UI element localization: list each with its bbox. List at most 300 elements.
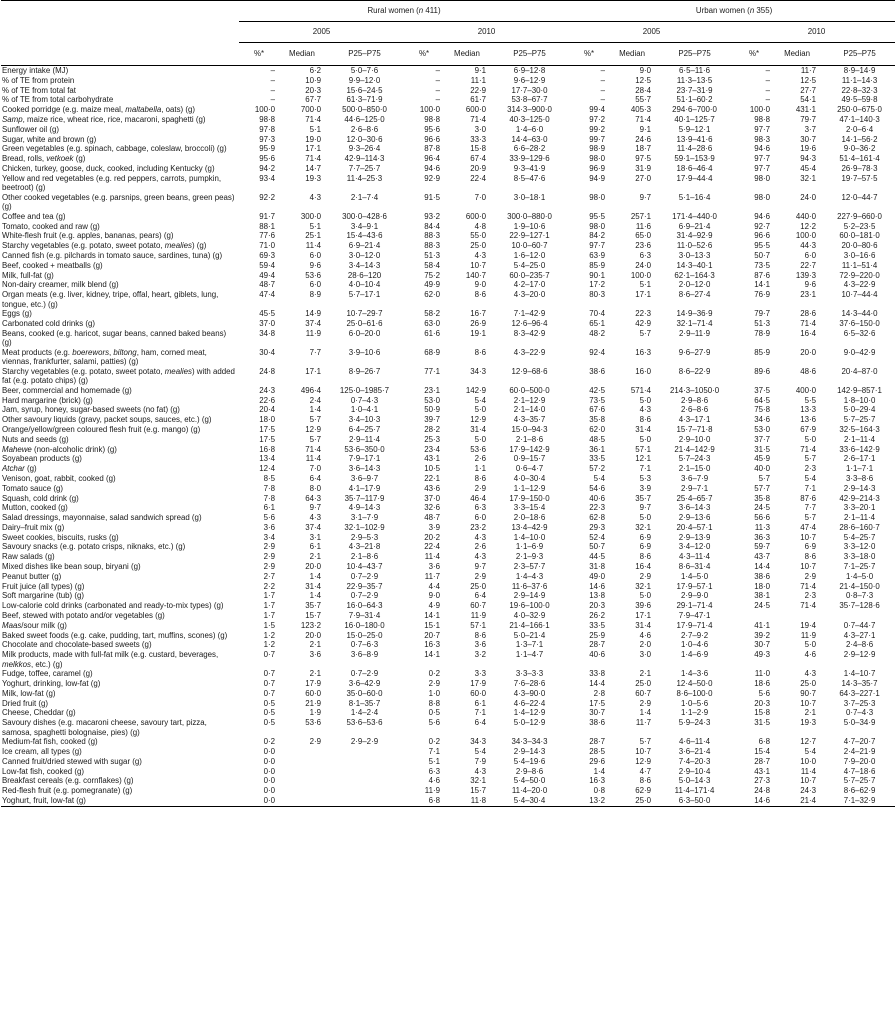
urban2010-range-cell: 28·6–160·7: [839, 522, 880, 532]
urban2005-median-cell: 5·7: [639, 328, 652, 338]
urban2005-median-cell: 4·7: [639, 766, 652, 776]
group-urban-count: 355): [754, 6, 773, 16]
urban2010-range-cell: 64·3–227·1: [839, 688, 880, 698]
rural2010-median-cell: 5·0: [474, 434, 486, 444]
urban2005-median-cell: 11·7: [635, 718, 652, 728]
rural2010-percent-cell: 43·6: [424, 483, 440, 493]
urban2010-range-cell: 5·0–29·4: [843, 405, 876, 415]
rural2010-range-cell: 4·2–17·0: [513, 280, 546, 290]
urban2005-range-cell: 2·9–11·9: [679, 328, 711, 338]
food-label: Baked sweet foods (e.g. cake, pudding, tart, muffins, scones) (g): [2, 630, 228, 640]
rural2005-range-cell: 3·6–8·9: [350, 650, 379, 660]
urban2005-median-cell: 71·4: [635, 114, 652, 124]
food-item-cell: [1, 494, 239, 504]
food-item-cell: [1, 562, 239, 572]
food-label: Yellow and red vegetables (e.g. red peppers, carrots, pumpkin, beetroot) (g): [2, 173, 222, 193]
urban2005-percent-cell: –: [600, 66, 606, 75]
urban2010-median-cell: 5·7: [804, 513, 817, 523]
table-row: [1, 222, 895, 232]
rural2005-range-cell: 5·7–17·1: [348, 290, 381, 300]
urban2005-median-cell: 7·1: [639, 464, 652, 474]
urban2005-percent-cell: 99·2: [589, 124, 606, 134]
year-header-rural-2010: 2010: [404, 22, 569, 43]
urban2005-percent-cell: 50·7: [589, 542, 606, 552]
header-blank: [1, 1, 239, 22]
urban2005-range-cell: 2·9–10·0: [678, 434, 711, 444]
table-row: [1, 640, 895, 650]
rural2005-percent-cell: 1·5: [263, 620, 275, 630]
rural2010-percent-cell: 25·3: [424, 434, 440, 444]
urban2010-percent-cell: 14·1: [754, 280, 771, 290]
table-row: [1, 699, 895, 709]
food-item-cell: [1, 367, 239, 386]
urban2010-median-cell: 5·5: [804, 395, 817, 405]
urban2010-percent-cell: 100·0: [749, 105, 771, 115]
col-header-range: P25–P75: [820, 43, 895, 66]
urban2005-median-cell: 9·0: [639, 66, 652, 75]
table-row: [1, 494, 895, 504]
food-label: Soyabean products (g): [2, 454, 82, 464]
table-row: [1, 484, 895, 494]
rural2010-median-cell: 3·6: [474, 640, 486, 650]
rural2010-range-cell: 21·4–166·1: [509, 620, 550, 630]
food-label: Milk products, made with full-fat milk (e.g. custard, beverages,: [2, 650, 219, 660]
urban2005-percent-cell: 5·4: [593, 473, 606, 483]
urban2005-median-cell: 18·7: [635, 144, 652, 154]
rural2005-median-cell: 14·9: [305, 309, 321, 319]
urban2005-percent-cell: 13·8: [589, 591, 606, 601]
urban2010-median-cell: 10·7: [800, 776, 817, 786]
urban2005-range-cell: 2·7–9·2: [680, 630, 709, 640]
rural2005-median-cell: 8·0: [309, 483, 321, 493]
rural2010-range-cell: 7·6–28·6: [513, 679, 546, 689]
urban2010-median-cell: 5·4: [804, 473, 817, 483]
food-label: , etc.) (g): [30, 659, 63, 669]
food-item-cell: [1, 776, 239, 786]
food-label: Breakfast cereals (e.g. cornflakes) (g): [2, 776, 134, 786]
food-label: Yoghurt, drinking, low-fat (g): [2, 679, 101, 689]
rural2010-median-cell: 11·1: [470, 75, 486, 85]
urban2010-percent-cell: 24·5: [754, 503, 771, 513]
food-item-cell: [1, 193, 239, 212]
food-item-cell: [1, 415, 239, 425]
rural2010-range-cell: 13·4–42·9: [511, 522, 548, 532]
rural2005-median-cell: 37·4: [305, 522, 321, 532]
urban2005-median-cell: 257·1: [630, 211, 652, 221]
urban2005-range-cell: 14·9–36·9: [676, 309, 713, 319]
rural2010-range-cell: 4·3–22·9: [513, 347, 546, 357]
urban2010-median-cell: 7·7: [804, 503, 817, 513]
rural2005-median-cell: 496·4: [300, 385, 321, 395]
food-item-cell: [1, 640, 239, 650]
urban2010-percent-cell: 38·1: [754, 591, 771, 601]
urban2010-range-cell: 14·3–35·7: [841, 679, 878, 689]
rural2010-median-cell: 61·7: [470, 95, 486, 105]
table-row: [1, 621, 895, 631]
food-item-cell: [1, 523, 239, 533]
rural2005-range-cell: 3·0–12·0: [348, 250, 381, 260]
urban2010-range-cell: 4·7–18·6: [843, 766, 876, 776]
table-row: [1, 464, 895, 474]
food-item-cell: [1, 396, 239, 406]
rural2005-range-cell: 12·0–30·6: [346, 134, 383, 144]
rural2005-range-cell: 5·0–7·6: [350, 66, 379, 75]
rural2005-median-cell: 2·9: [309, 737, 321, 747]
rural2010-percent-cell: 68·9: [424, 347, 440, 357]
rural2010-range-cell: 3·0–18·1: [513, 192, 546, 202]
urban2005-median-cell: 62·9: [635, 786, 652, 796]
rural2010-range-cell: 2·9–8·6: [515, 766, 544, 776]
rural2010-range-cell: 5·4–50·0: [513, 776, 546, 786]
urban2005-median-cell: 405·3: [630, 105, 652, 115]
rural2010-range-cell: 2·1–12·9: [513, 395, 546, 405]
rural2005-range-cell: 53·6–350·0: [344, 444, 385, 454]
food-label: Beef, stewed with potato and/or vegetables (g): [2, 611, 165, 621]
rural2005-percent-cell: 16·8: [259, 444, 275, 454]
rural2005-range-cell: 8·9–26·7: [348, 366, 381, 376]
table-row: [1, 144, 895, 154]
rural2010-median-cell: 600·0: [465, 211, 486, 221]
urban2005-percent-cell: 29·6: [589, 756, 606, 766]
rural2005-median-cell: 8·9: [309, 290, 321, 300]
rural2010-median-cell: 4·8: [474, 221, 486, 231]
food-label: Dried fruit (g): [2, 698, 49, 708]
group-urban-n: n: [749, 6, 755, 16]
urban2005-range-cell: 6·5–11·6: [679, 66, 711, 75]
rural2010-median-cell: 2·9: [474, 571, 486, 581]
urban2005-range-cell: 3·6–21·4: [678, 747, 711, 757]
urban2010-median-cell: 7·1: [804, 483, 817, 493]
rural2005-percent-cell: 91·7: [259, 211, 275, 221]
urban2010-range-cell: 3·3–8·6: [845, 473, 874, 483]
urban2010-median-cell: 10·0: [800, 756, 817, 766]
rural2005-median-cell: 6·4: [309, 473, 321, 483]
rural2005-median-cell: [279, 776, 325, 786]
urban2005-median-cell: 16·0: [635, 366, 652, 376]
rural2005-range-cell: 4·0–10·4: [348, 280, 381, 290]
urban2010-percent-cell: 24·5: [754, 601, 771, 611]
rural2005-percent-cell: 0·0: [263, 766, 275, 776]
urban2005-percent-cell: 2·8: [593, 688, 606, 698]
rural2005-median-cell: 25·1: [305, 231, 321, 241]
urban2010-range-cell: 2·9–14·3: [843, 483, 876, 493]
urban2010-percent-cell: 98·3: [754, 134, 771, 144]
urban2010-range-cell: 14·1–56·2: [841, 134, 878, 144]
rural2005-percent-cell: –: [270, 85, 275, 95]
urban2005-range-cell: 8·6–27·4: [678, 290, 711, 300]
urban2010-percent-cell: 57·7: [754, 483, 771, 493]
rural2005-percent-cell: 2·9: [263, 542, 275, 552]
rural2005-median-cell: 20·0: [305, 630, 321, 640]
urban2010-median-cell: 11·9: [800, 630, 817, 640]
rural2005-median-cell: 19·0: [305, 134, 321, 144]
food-item-cell: [1, 290, 239, 309]
urban2010-percent-cell: 96·6: [754, 231, 771, 241]
urban2010-median-cell: 30·7: [800, 134, 817, 144]
rural2005-median-cell: 6·0: [309, 250, 321, 260]
urban2005-range-cell: 7·9–47·1: [678, 611, 711, 621]
table-row: [1, 76, 895, 86]
food-label: Beef, cooked + meatballs (g): [2, 260, 103, 270]
urban2005-median-cell: 5·3: [639, 473, 652, 483]
urban2005-range-cell: 2·9–7·1: [680, 483, 709, 493]
rural2010-range-cell: 4·3–90·0: [513, 688, 546, 698]
urban2005-median-cell: 3·9: [639, 483, 652, 493]
rural2010-range-cell: 17·7–30·0: [511, 85, 548, 95]
rural2005-percent-cell: 2·9: [263, 552, 275, 562]
food-item-cell: [1, 767, 239, 777]
rural2010-range-cell: 2·1–14·0: [513, 405, 546, 415]
rural2005-percent-cell: 0·0: [263, 756, 275, 766]
rural2010-range-cell: 0·9–15·7: [513, 454, 546, 464]
rural2005-median-cell: 71·4: [305, 444, 321, 454]
rural2010-median-cell: 32·1: [470, 776, 486, 786]
food-intake-table: [1, 0, 895, 807]
urban2005-median-cell: 5·0: [639, 395, 652, 405]
food-label: Bread, rolls,: [2, 154, 47, 164]
food-label: Carbonated cold drinks (g): [2, 318, 95, 328]
rural2005-percent-cell: 17·5: [259, 424, 275, 434]
urban2010-median-cell: 24·3: [800, 786, 817, 796]
urban2010-range-cell: 250·0–675·0: [837, 105, 882, 115]
rural2005-median-cell: 11·9: [305, 328, 321, 338]
rural2010-range-cell: 3·3–15·4: [513, 503, 546, 513]
rural2010-percent-cell: 1·0: [428, 688, 440, 698]
urban2010-median-cell: 71·4: [800, 318, 817, 328]
urban2010-percent-cell: [734, 611, 774, 621]
rural2005-median-cell: 6·2: [309, 66, 321, 75]
urban2010-percent-cell: 97·7: [754, 163, 771, 173]
food-label: Salad dressings, mayonnaise, salad sandwich spread (g): [2, 513, 202, 523]
rural2005-median-cell: 21·9: [305, 698, 321, 708]
rural2005-median-cell: 35·7: [305, 601, 321, 611]
urban2010-range-cell: 9·0–42·9: [843, 347, 876, 357]
urban2005-median-cell: 8·6: [639, 776, 652, 786]
urban2010-range-cell: 3·7–25·3: [843, 698, 876, 708]
rural2005-median-cell: 11·4: [305, 454, 321, 464]
urban2005-percent-cell: 17·5: [589, 698, 606, 708]
rural2010-percent-cell: 14·1: [424, 611, 440, 621]
table-row: [1, 611, 895, 621]
rural2005-median-cell: 10·9: [305, 75, 321, 85]
urban2005-percent-cell: 31·8: [589, 562, 606, 572]
food-item-cell: [1, 76, 239, 86]
urban2005-range-cell: 1·0–5·6: [680, 698, 709, 708]
table-row: [1, 631, 895, 641]
urban2005-percent-cell: 40·6: [589, 650, 606, 660]
rural2010-median-cell: 2·6: [474, 542, 486, 552]
food-item-cell: [1, 786, 239, 796]
rural2005-range-cell: 7·7–25·7: [348, 163, 381, 173]
urban2005-median-cell: 5·7: [639, 737, 652, 747]
rural2005-range-cell: [325, 776, 404, 786]
rural2010-percent-cell: –: [435, 85, 440, 95]
table-row: [1, 718, 895, 737]
urban2010-range-cell: 2·9–12·9: [843, 650, 876, 660]
year-header-urban-2005: 2005: [569, 22, 734, 43]
rural2010-percent-cell: 3·9: [428, 522, 440, 532]
table-row: [1, 669, 895, 679]
urban2010-median-cell: 71·4: [800, 601, 817, 611]
urban2010-range-cell: 2·4–8·6: [845, 640, 874, 650]
urban2005-percent-cell: 96·9: [589, 163, 606, 173]
rural2010-percent-cell: 4·9: [428, 601, 440, 611]
urban2010-percent-cell: 20·3: [754, 698, 771, 708]
urban2010-percent-cell: 14·6: [734, 796, 774, 806]
rural2010-percent-cell: 96·6: [424, 134, 440, 144]
urban2010-median-cell: 400·0: [795, 385, 817, 395]
rural2005-median-cell: 5·1: [309, 124, 321, 134]
urban2010-percent-cell: 35·8: [754, 493, 771, 503]
rural2005-range-cell: 10·4–43·7: [346, 562, 383, 572]
rural2005-median-cell: 7·0: [309, 464, 321, 474]
food-item-cell: [1, 708, 239, 718]
urban2010-percent-cell: 78·9: [754, 328, 771, 338]
urban2005-median-cell: 31·4: [635, 620, 652, 630]
table-row: [1, 689, 895, 699]
urban2010-median-cell: 24·0: [800, 192, 817, 202]
food-label: Peanut butter (g): [2, 571, 62, 581]
rural2010-range-cell: 2·9–14·3: [513, 747, 546, 757]
rural2005-percent-cell: –: [270, 75, 275, 85]
urban2005-range-cell: 40·1–125·7: [674, 114, 715, 124]
table-row: [1, 396, 895, 406]
rural2010-percent-cell: 96·4: [424, 154, 440, 164]
food-item-cell: [1, 552, 239, 562]
urban2005-median-cell: 9·7: [639, 503, 652, 513]
table-row: [1, 542, 895, 552]
rural2005-percent-cell: 71·0: [259, 241, 275, 251]
urban2010-percent-cell: 94·6: [754, 144, 771, 154]
urban2005-median-cell: 60·7: [635, 688, 652, 698]
urban2005-median-cell: 100·0: [630, 270, 652, 280]
urban2005-median-cell: 12·9: [635, 756, 652, 766]
table-header: [1, 1, 895, 66]
rural2005-percent-cell: 0·5: [263, 708, 275, 718]
table-row: [1, 591, 895, 601]
urban2010-range-cell: 3·3–12·0: [843, 542, 876, 552]
rural2010-median-cell: 20·9: [470, 163, 486, 173]
food-item-cell: [1, 464, 239, 474]
urban2005-percent-cell: 33·8: [589, 669, 606, 679]
urban2010-median-cell: 67·9: [800, 424, 817, 434]
urban2005-range-cell: 1·4–6·9: [680, 650, 709, 660]
rural2005-range-cell: 28·6–120: [347, 270, 382, 280]
food-item-cell: [1, 542, 239, 552]
urban2010-median-cell: 19·3: [800, 718, 817, 728]
rural2010-range-cell: 17·9–150·0: [509, 493, 550, 503]
urban2005-range-cell: 2·9–13·6: [678, 513, 711, 523]
urban2005-percent-cell: 84·2: [589, 231, 606, 241]
urban2005-median-cell: 11·6: [635, 221, 652, 231]
urban2010-range-cell: [820, 611, 895, 621]
urban2005-median-cell: 3·0: [639, 650, 652, 660]
food-label: (g): [24, 464, 37, 474]
rural2005-percent-cell: 95·6: [259, 154, 275, 164]
food-item-cell: [1, 164, 239, 174]
urban2010-percent-cell: 51·3: [754, 318, 771, 328]
table-row: [1, 164, 895, 174]
rural2010-median-cell: 67·4: [470, 154, 486, 164]
rural2010-percent-cell: 95·6: [424, 124, 440, 134]
urban2010-percent-cell: 94·6: [754, 211, 771, 221]
urban2005-percent-cell: 26·2: [589, 611, 606, 621]
urban2010-range-cell: 2·6–17·1: [843, 454, 876, 464]
urban2005-range-cell: 11·0–52·6: [676, 241, 713, 251]
food-item-cell: [1, 757, 239, 767]
urban2010-percent-cell: 85·9: [754, 347, 771, 357]
urban2010-percent-cell: 97·7: [754, 154, 771, 164]
rural2005-percent-cell: 1·2: [263, 640, 275, 650]
table-row: [1, 786, 895, 796]
rural2010-range-cell: 11·6–37·6: [511, 581, 548, 591]
rural2010-median-cell: 57·1: [470, 620, 486, 630]
food-item-cell: [1, 231, 239, 241]
rural2010-median-cell: 5·4: [474, 747, 486, 757]
urban2010-percent-cell: 92·7: [754, 221, 771, 231]
food-label: Sugar, white and brown (g): [2, 134, 97, 144]
table-row: [1, 95, 895, 105]
rural2005-median-cell: 17·1: [305, 366, 321, 376]
rural2005-median-cell: 2·1: [309, 640, 321, 650]
rural2010-range-cell: 17·9–142·9: [509, 444, 550, 454]
rural2005-range-cell: 32·1–102·9: [344, 522, 385, 532]
food-label: Soft margarine (tub) (g): [2, 591, 85, 601]
urban2005-range-cell: 8·6–22·9: [678, 366, 711, 376]
food-item-cell: [1, 689, 239, 699]
rural2010-median-cell: 6·4: [474, 591, 486, 601]
rural2005-percent-cell: 0·0: [263, 747, 275, 757]
food-item-cell: [1, 513, 239, 523]
rural2010-range-cell: 9·6–12·9: [513, 75, 546, 85]
urban2010-median-cell: 431·1: [795, 105, 817, 115]
food-label: Starchy vegetables (e.g. potato, sweet potato,: [2, 366, 165, 376]
rural2010-percent-cell: 37·0: [424, 493, 440, 503]
rural2005-percent-cell: –: [270, 95, 275, 105]
rural2010-percent-cell: 10·5: [424, 464, 440, 474]
urban2005-percent-cell: 54·6: [589, 483, 606, 493]
food-item-cell: [1, 261, 239, 271]
group-header-rural: [239, 1, 569, 22]
urban2010-median-cell: 71·4: [800, 444, 817, 454]
rural2010-percent-cell: 5·1: [428, 756, 440, 766]
urban2010-range-cell: 4·7–20·7: [843, 737, 876, 747]
header-blank: [1, 43, 239, 66]
rural2010-median-cell: 2·6: [474, 454, 486, 464]
rural2005-range-cell: 15·4–43·6: [346, 231, 383, 241]
urban2010-percent-cell: –: [765, 95, 771, 105]
urban2005-percent-cell: 62·8: [589, 513, 606, 523]
urban2005-percent-cell: 99·4: [589, 105, 606, 115]
food-label: Mixed dishes like bean soup, biryani (g): [2, 562, 141, 572]
rural2005-median-cell: 37·4: [305, 318, 321, 328]
urban2010-range-cell: 51·4–161·4: [839, 154, 880, 164]
food-item-cell: [1, 699, 239, 709]
rural2005-median-cell: 60·0: [305, 688, 321, 698]
urban2005-range-cell: 21·4–142·9: [674, 444, 715, 454]
urban2010-range-cell: 5·4–25·7: [843, 532, 876, 542]
urban2005-percent-cell: 17·2: [589, 280, 606, 290]
food-label: ) with added fat (e.g. potato chips) (g): [2, 366, 235, 386]
rural2010-percent-cell: 84·4: [424, 221, 440, 231]
table-row: [1, 66, 895, 76]
urban2010-median-cell: 5·4: [804, 747, 817, 757]
urban2010-percent-cell: 49·3: [754, 650, 771, 660]
rural2010-median-cell: 7·0: [474, 192, 486, 202]
urban2005-range-cell: 17·9–57·1: [676, 581, 713, 591]
rural2005-range-cell: 2·9–11·4: [349, 434, 380, 444]
urban2005-percent-cell: 97·2: [589, 114, 606, 124]
